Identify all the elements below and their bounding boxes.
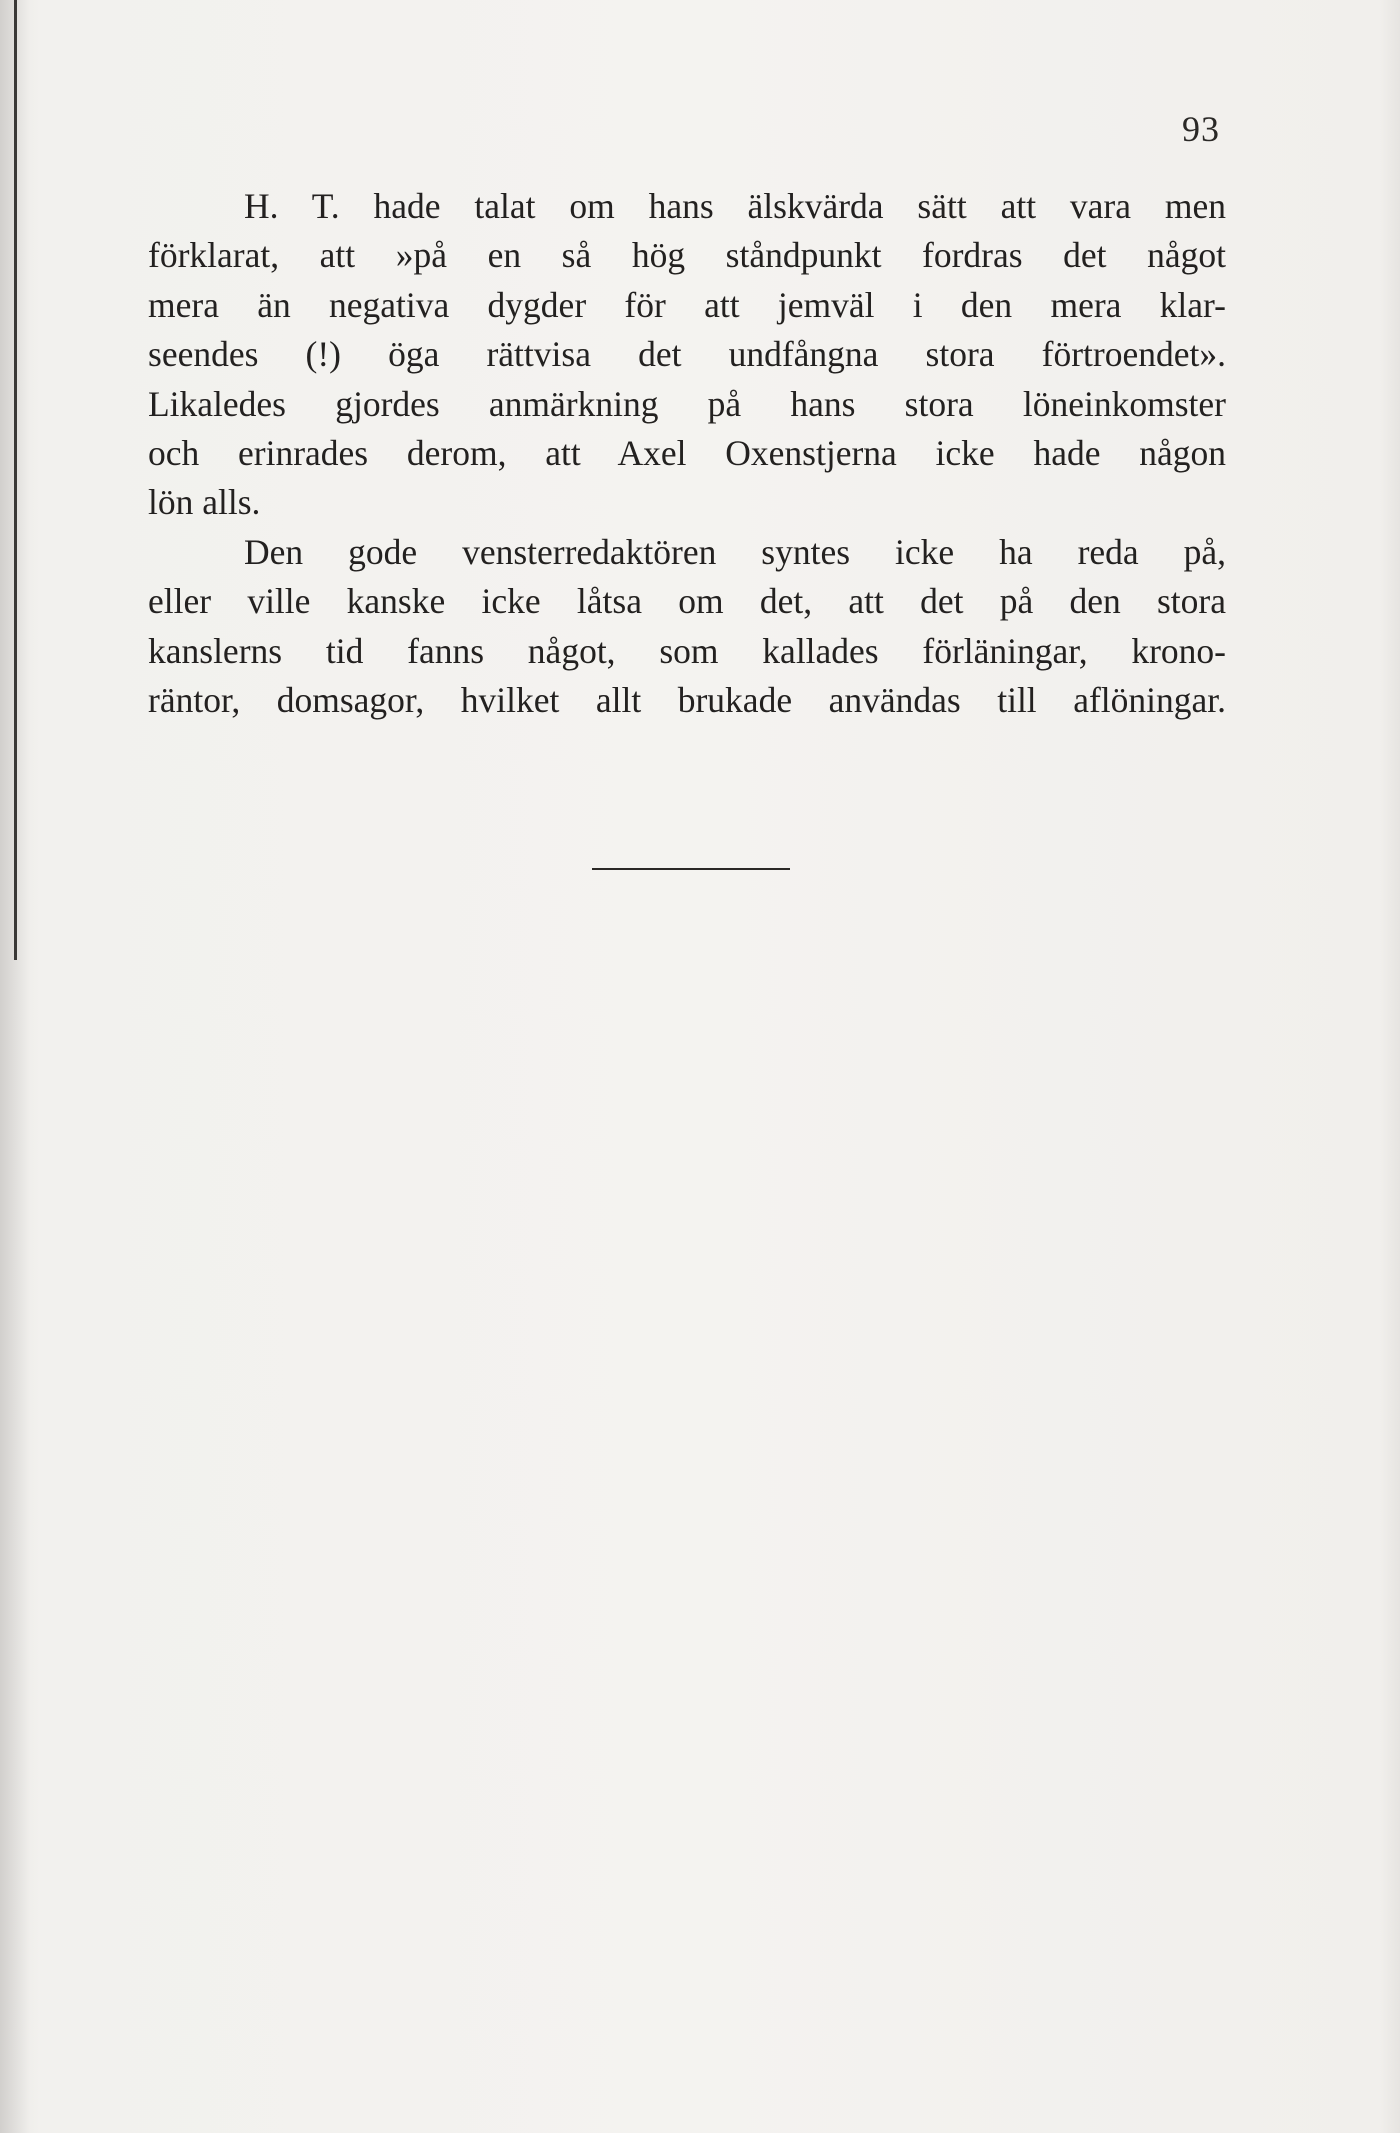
page-number: 93 bbox=[1182, 109, 1220, 149]
text-line: lön alls. bbox=[148, 482, 261, 523]
text-line: H. T. hade talat om hans älskvärda sätt att vara men bbox=[244, 186, 1226, 226]
text-line: mera än negativa dygder för att jemväl i den mera klar- bbox=[148, 284, 1226, 325]
binding-edge bbox=[14, 0, 17, 960]
text-line: Likaledes gjordes anmärkning på hans stora löneinkomster bbox=[148, 383, 1226, 424]
section-end-rule bbox=[592, 868, 790, 870]
text-line: räntor, domsagor, hvilket allt brukade användas till aflöningar. bbox=[148, 680, 1226, 721]
text-line: förklarat, att »på en så hög ståndpunkt fordras det något bbox=[148, 235, 1226, 276]
text-line: Den gode vensterredaktören syntes icke ha reda på, bbox=[244, 531, 1226, 572]
body-text bbox=[148, 182, 1226, 725]
text-line: kanslerns tid fanns något, som kallades förläningar, krono- bbox=[148, 630, 1226, 671]
text-line: och erinrades derom, att Axel Oxenstjerna icke hade någon bbox=[148, 433, 1226, 474]
text-line: seendes (!) öga rättvisa det undfångna stora förtroendet». bbox=[148, 334, 1226, 375]
text-line: eller ville kanske icke låtsa om det, att det på den stora bbox=[148, 581, 1226, 622]
